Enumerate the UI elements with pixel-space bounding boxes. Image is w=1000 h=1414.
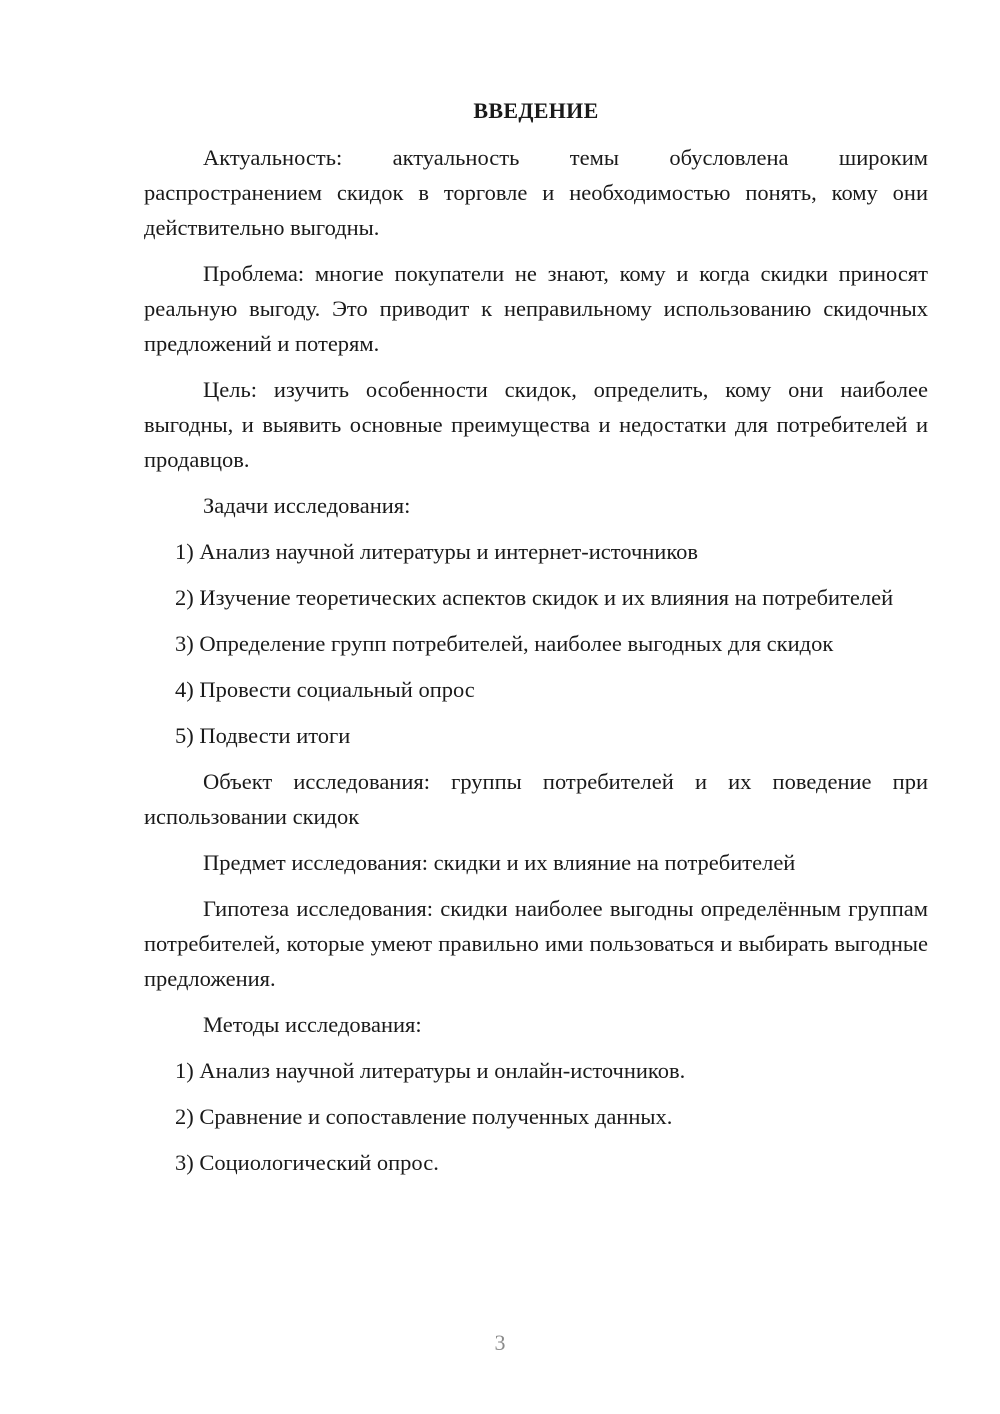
problem-paragraph: Проблема: многие покупатели не знают, кому и когда скидки приносят реальную выгоду. Это приводит к неправильному использованию скидочных предложений и потерям. [144, 261, 928, 356]
task-item: 3) Определение групп потребителей, наиболее выгодных для скидок [175, 631, 834, 656]
method-item: 1) Анализ научной литературы и онлайн-источников. [175, 1058, 686, 1083]
method-item: 3) Социологический опрос. [175, 1150, 439, 1175]
task-item: 5) Подвести итоги [175, 723, 351, 748]
goal-paragraph: Цель: изучить особенности скидок, определить, кому они наиболее выгодны, и выявить основные преимущества и недостатки для потребителей и продавцов. [144, 377, 928, 472]
task-item: 1) Анализ научной литературы и интернет-источников [175, 539, 699, 564]
page-number: 3 [494, 1330, 506, 1355]
document-page [144, 94, 928, 1191]
hypothesis-paragraph: Гипотеза исследования: скидки наиболее выгодны определённым группам потребителей, которые умеют правильно ими пользоваться и выбирать выгодные предложения. [144, 896, 928, 991]
task-item: 2) Изучение теоретических аспектов скидок и их влияния на потребителей [175, 585, 894, 610]
page-title: ВВЕДЕНИЕ [473, 98, 599, 123]
methods-heading: Методы исследования: [203, 1012, 422, 1037]
relevance-paragraph: Актуальность: актуальность темы обусловлена широким распространением скидок в торговле и необходимостью понять, кому они действительно выгодны. [144, 145, 928, 240]
object-paragraph: Объект исследования: группы потребителей и их поведение при использовании скидок [144, 769, 928, 829]
tasks-heading: Задачи исследования: [203, 493, 411, 518]
task-item: 4) Провести социальный опрос [175, 677, 475, 702]
method-item: 2) Сравнение и сопоставление полученных данных. [175, 1104, 673, 1129]
subject-paragraph: Предмет исследования: скидки и их влияние на потребителей [203, 850, 796, 875]
